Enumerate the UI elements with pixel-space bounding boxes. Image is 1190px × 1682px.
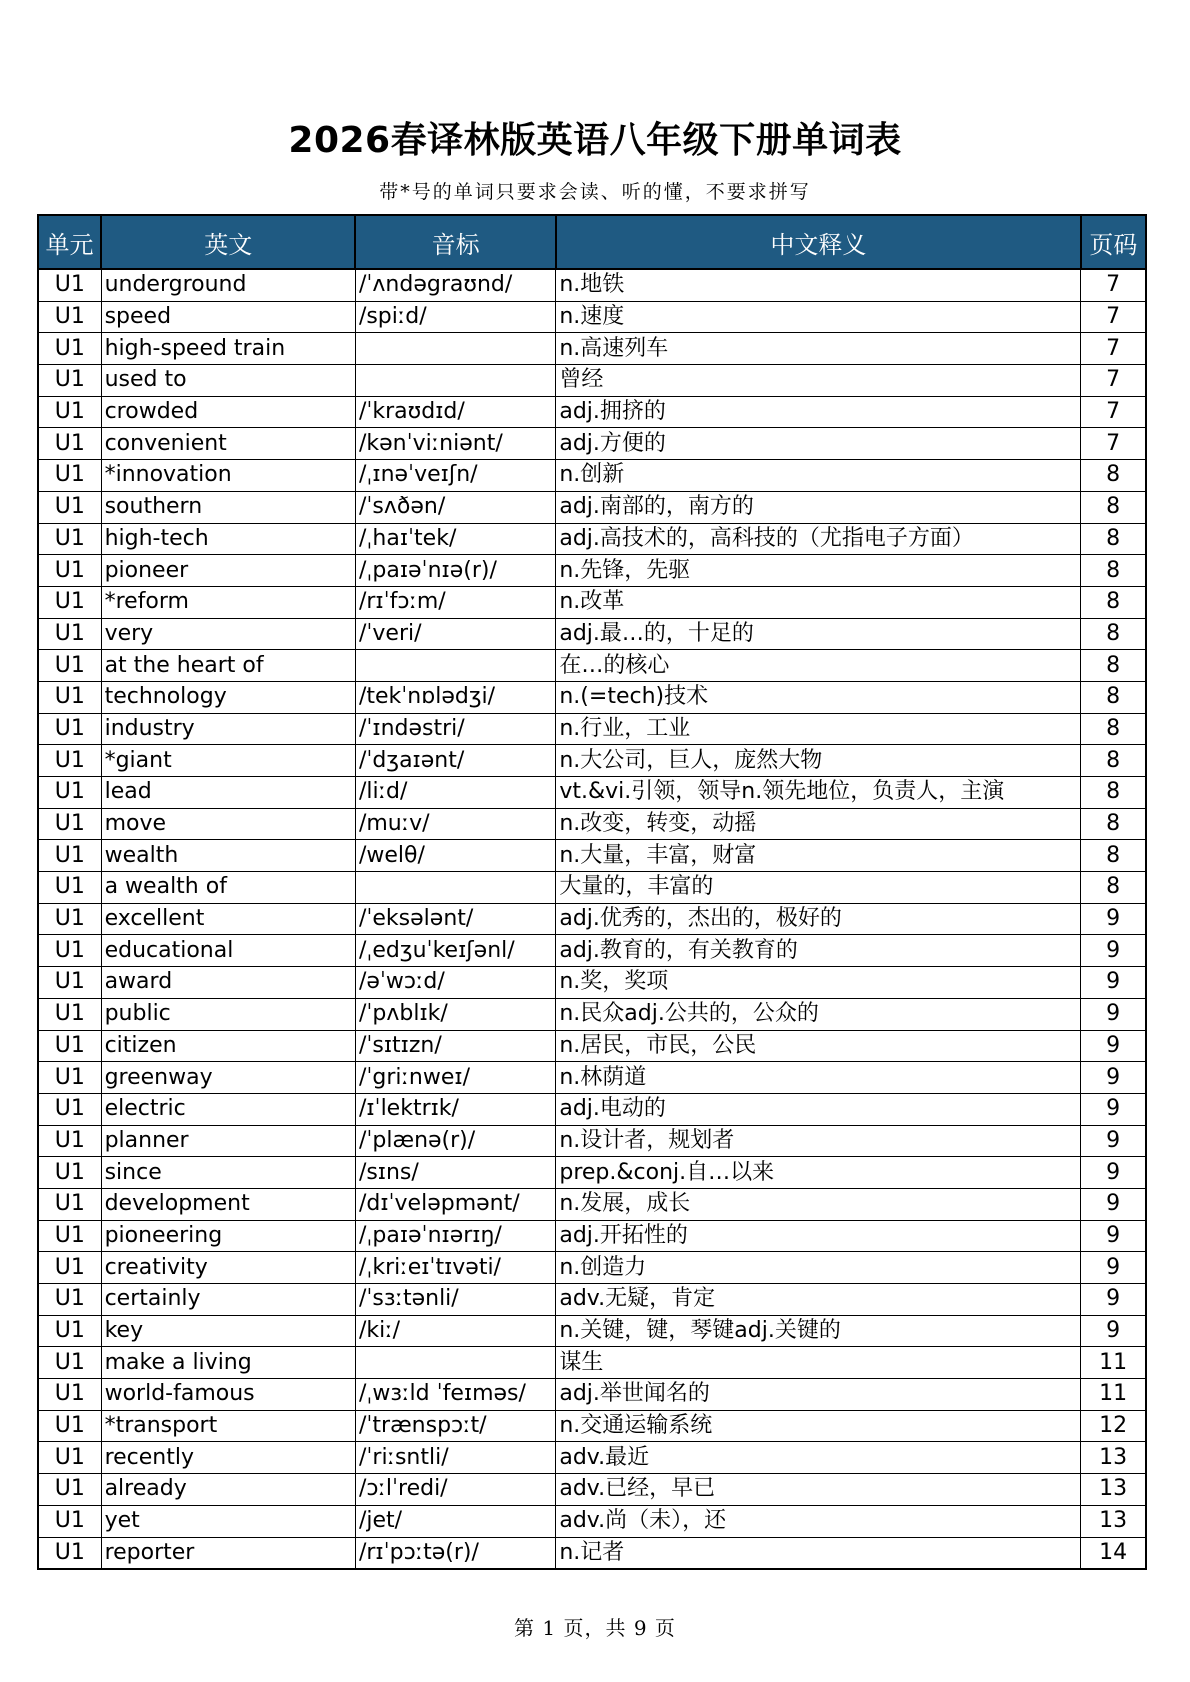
page-cell: 9 [1081, 967, 1146, 999]
unit-cell: U1 [38, 681, 101, 713]
unit-cell: U1 [38, 1062, 101, 1094]
english-cell: used to [101, 365, 355, 397]
unit-cell: U1 [38, 1220, 101, 1252]
table-row [38, 1315, 1146, 1347]
phonetic-cell: /ˈʌndəgraʊnd/ [355, 269, 555, 301]
english-cell: recently [101, 1442, 355, 1474]
chinese-cell: adj.拥挤的 [556, 396, 1081, 428]
table-row [38, 777, 1146, 809]
table-row [38, 555, 1146, 587]
table-row [38, 872, 1146, 904]
english-cell: *reform [101, 586, 355, 618]
table-row [38, 1347, 1146, 1379]
table-row [38, 967, 1146, 999]
phonetic-cell: /ɔːlˈredi/ [355, 1474, 555, 1506]
page-cell: 9 [1081, 1284, 1146, 1316]
phonetic-cell [355, 333, 555, 365]
unit-cell: U1 [38, 491, 101, 523]
phonetic-cell: /ˈdʒaɪənt/ [355, 745, 555, 777]
chinese-cell: n.交通运输系统 [556, 1410, 1081, 1442]
table-row [38, 1062, 1146, 1094]
unit-cell: U1 [38, 269, 101, 301]
chinese-cell: prep.&conj.自…以来 [556, 1157, 1081, 1189]
page-cell: 12 [1081, 1410, 1146, 1442]
unit-cell: U1 [38, 903, 101, 935]
chinese-cell: n.速度 [556, 301, 1081, 333]
page-cell: 8 [1081, 523, 1146, 555]
unit-cell: U1 [38, 1347, 101, 1379]
chinese-cell: adv.最近 [556, 1442, 1081, 1474]
english-cell: world-famous [101, 1379, 355, 1411]
table-row [38, 1252, 1146, 1284]
table-row [38, 491, 1146, 523]
page-cell: 7 [1081, 333, 1146, 365]
chinese-cell: vt.&vi.引领，领导n.领先地位，负责人，主演 [556, 777, 1081, 809]
phonetic-cell: /rɪˈpɔːtə(r)/ [355, 1537, 555, 1569]
page-cell: 8 [1081, 713, 1146, 745]
phonetic-cell: /ˌedʒuˈkeɪʃənl/ [355, 935, 555, 967]
page-cell: 8 [1081, 650, 1146, 682]
english-cell: educational [101, 935, 355, 967]
english-cell: a wealth of [101, 872, 355, 904]
table-row [38, 523, 1146, 555]
english-cell: underground [101, 269, 355, 301]
page-title: 2026春译林版英语八年级下册单词表 [288, 120, 902, 161]
unit-cell: U1 [38, 1379, 101, 1411]
unit-cell: U1 [38, 301, 101, 333]
phonetic-cell: /ˈsɪtɪzn/ [355, 1030, 555, 1062]
chinese-cell: n.发展，成长 [556, 1188, 1081, 1220]
phonetic-cell [355, 1347, 555, 1379]
chinese-cell: n.创造力 [556, 1252, 1081, 1284]
unit-cell: U1 [38, 1093, 101, 1125]
page-cell: 7 [1081, 301, 1146, 333]
phonetic-cell: /ˈpʌblɪk/ [355, 998, 555, 1030]
chinese-cell: adj.电动的 [556, 1093, 1081, 1125]
table-row [38, 681, 1146, 713]
table-row [38, 365, 1146, 397]
unit-cell: U1 [38, 1537, 101, 1569]
phonetic-cell: /ˈɪndəstri/ [355, 713, 555, 745]
table-row [38, 903, 1146, 935]
unit-cell: U1 [38, 333, 101, 365]
chinese-cell: adj.南部的，南方的 [556, 491, 1081, 523]
chinese-cell: 曾经 [556, 365, 1081, 397]
unit-cell: U1 [38, 396, 101, 428]
table-row [38, 1379, 1146, 1411]
page-cell: 7 [1081, 269, 1146, 301]
table-row [38, 1030, 1146, 1062]
chinese-cell: adj.最…的，十足的 [556, 618, 1081, 650]
english-cell: greenway [101, 1062, 355, 1094]
unit-cell: U1 [38, 745, 101, 777]
chinese-cell: n.关键，键，琴键adj.关键的 [556, 1315, 1081, 1347]
table-row [38, 269, 1146, 301]
page-cell: 9 [1081, 998, 1146, 1030]
page-cell: 9 [1081, 1315, 1146, 1347]
table-row [38, 650, 1146, 682]
table-row [38, 935, 1146, 967]
table-row [38, 998, 1146, 1030]
english-cell: electric [101, 1093, 355, 1125]
phonetic-cell: /spiːd/ [355, 301, 555, 333]
english-cell: crowded [101, 396, 355, 428]
page-cell: 8 [1081, 808, 1146, 840]
phonetic-cell: /ˌpaɪəˈnɪə(r)/ [355, 555, 555, 587]
unit-cell: U1 [38, 365, 101, 397]
page-cell: 8 [1081, 555, 1146, 587]
unit-cell: U1 [38, 650, 101, 682]
english-cell: pioneer [101, 555, 355, 587]
phonetic-cell: /muːv/ [355, 808, 555, 840]
english-cell: development [101, 1188, 355, 1220]
unit-cell: U1 [38, 777, 101, 809]
chinese-cell: n.大公司，巨人，庞然大物 [556, 745, 1081, 777]
phonetic-cell: /kiː/ [355, 1315, 555, 1347]
table-row [38, 745, 1146, 777]
english-cell: at the heart of [101, 650, 355, 682]
phonetic-cell: /ˌwɜːld ˈfeɪməs/ [355, 1379, 555, 1411]
chinese-cell: n.行业，工业 [556, 713, 1081, 745]
phonetic-cell: /ˈsʌðən/ [355, 491, 555, 523]
page-footer: 第 1 页，共 9 页 [514, 1616, 676, 1640]
page-cell: 9 [1081, 1030, 1146, 1062]
unit-cell: U1 [38, 1442, 101, 1474]
chinese-cell: 在…的核心 [556, 650, 1081, 682]
header-page: 页码 [1081, 215, 1146, 269]
chinese-cell: 大量的，丰富的 [556, 872, 1081, 904]
page-cell: 8 [1081, 777, 1146, 809]
phonetic-cell: /ˌhaɪˈtek/ [355, 523, 555, 555]
table-row [38, 333, 1146, 365]
page-cell: 11 [1081, 1347, 1146, 1379]
chinese-cell: n.改变，转变，动摇 [556, 808, 1081, 840]
page-cell: 13 [1081, 1505, 1146, 1537]
english-cell: wealth [101, 840, 355, 872]
unit-cell: U1 [38, 1315, 101, 1347]
unit-cell: U1 [38, 1474, 101, 1506]
unit-cell: U1 [38, 1157, 101, 1189]
unit-cell: U1 [38, 808, 101, 840]
phonetic-cell: /ˈsɜːtənli/ [355, 1284, 555, 1316]
unit-cell: U1 [38, 967, 101, 999]
english-cell: certainly [101, 1284, 355, 1316]
phonetic-cell: /tekˈnɒlədʒi/ [355, 681, 555, 713]
phonetic-cell: /ˌpaɪəˈnɪərɪŋ/ [355, 1220, 555, 1252]
english-cell: planner [101, 1125, 355, 1157]
english-cell: lead [101, 777, 355, 809]
english-cell: yet [101, 1505, 355, 1537]
page-cell: 8 [1081, 872, 1146, 904]
unit-cell: U1 [38, 1284, 101, 1316]
table-row [38, 428, 1146, 460]
phonetic-cell: /ˌɪnəˈveɪʃn/ [355, 460, 555, 492]
header-phonetic: 音标 [355, 215, 555, 269]
table-row [38, 301, 1146, 333]
chinese-cell: n.地铁 [556, 269, 1081, 301]
chinese-cell: n.奖，奖项 [556, 967, 1081, 999]
chinese-cell: adv.无疑，肯定 [556, 1284, 1081, 1316]
phonetic-cell [355, 650, 555, 682]
table-row [38, 1410, 1146, 1442]
english-cell: make a living [101, 1347, 355, 1379]
table-row [38, 840, 1146, 872]
chinese-cell: adj.优秀的，杰出的，极好的 [556, 903, 1081, 935]
english-cell: citizen [101, 1030, 355, 1062]
page-cell: 9 [1081, 1252, 1146, 1284]
page-cell: 14 [1081, 1537, 1146, 1569]
table-row [38, 1125, 1146, 1157]
page-cell: 9 [1081, 1093, 1146, 1125]
vocabulary-table [37, 214, 1147, 1570]
phonetic-cell: /ˈplænə(r)/ [355, 1125, 555, 1157]
phonetic-cell: /dɪˈveləpmənt/ [355, 1188, 555, 1220]
table-row [38, 808, 1146, 840]
phonetic-cell: /ˈriːsntli/ [355, 1442, 555, 1474]
chinese-cell: n.先锋，先驱 [556, 555, 1081, 587]
phonetic-cell: /jet/ [355, 1505, 555, 1537]
chinese-cell: n.创新 [556, 460, 1081, 492]
english-cell: speed [101, 301, 355, 333]
page-cell: 8 [1081, 618, 1146, 650]
english-cell: excellent [101, 903, 355, 935]
page-cell: 8 [1081, 460, 1146, 492]
table-row [38, 1188, 1146, 1220]
chinese-cell: adj.教育的，有关教育的 [556, 935, 1081, 967]
phonetic-cell: /ˈeksələnt/ [355, 903, 555, 935]
chinese-cell: adj.高技术的，高科技的（尤指电子方面） [556, 523, 1081, 555]
page-cell: 9 [1081, 1157, 1146, 1189]
table-row [38, 1093, 1146, 1125]
english-cell: technology [101, 681, 355, 713]
page-cell: 9 [1081, 1062, 1146, 1094]
chinese-cell: adv.已经，早已 [556, 1474, 1081, 1506]
page-cell: 8 [1081, 745, 1146, 777]
english-cell: move [101, 808, 355, 840]
english-cell: reporter [101, 1537, 355, 1569]
unit-cell: U1 [38, 935, 101, 967]
chinese-cell: adj.举世闻名的 [556, 1379, 1081, 1411]
chinese-cell: n.大量，丰富，财富 [556, 840, 1081, 872]
english-cell: convenient [101, 428, 355, 460]
table-header-row [38, 215, 1146, 269]
header-chinese: 中文释义 [556, 215, 1081, 269]
unit-cell: U1 [38, 1410, 101, 1442]
header-english: 英文 [101, 215, 355, 269]
english-cell: since [101, 1157, 355, 1189]
phonetic-cell [355, 365, 555, 397]
chinese-cell: adj.方便的 [556, 428, 1081, 460]
chinese-cell: n.林荫道 [556, 1062, 1081, 1094]
chinese-cell: adv.尚（未），还 [556, 1505, 1081, 1537]
page-cell: 9 [1081, 1125, 1146, 1157]
table-row [38, 1474, 1146, 1506]
phonetic-cell [355, 872, 555, 904]
table-row [38, 713, 1146, 745]
chinese-cell: n.民众adj.公共的，公众的 [556, 998, 1081, 1030]
unit-cell: U1 [38, 428, 101, 460]
unit-cell: U1 [38, 523, 101, 555]
table-row [38, 460, 1146, 492]
phonetic-cell: /ɪˈlektrɪk/ [355, 1093, 555, 1125]
phonetic-cell: /rɪˈfɔːm/ [355, 586, 555, 618]
table-row [38, 1157, 1146, 1189]
phonetic-cell: /ˈkraʊdɪd/ [355, 396, 555, 428]
english-cell: key [101, 1315, 355, 1347]
english-cell: very [101, 618, 355, 650]
page-cell: 7 [1081, 365, 1146, 397]
phonetic-cell: /ˈgriːnweɪ/ [355, 1062, 555, 1094]
table-body [38, 269, 1146, 1569]
page-cell: 9 [1081, 903, 1146, 935]
table-row [38, 618, 1146, 650]
unit-cell: U1 [38, 1252, 101, 1284]
english-cell: award [101, 967, 355, 999]
phonetic-cell: /kənˈviːniənt/ [355, 428, 555, 460]
unit-cell: U1 [38, 1030, 101, 1062]
phonetic-cell: /ˌkriːeɪˈtɪvəti/ [355, 1252, 555, 1284]
page-cell: 11 [1081, 1379, 1146, 1411]
unit-cell: U1 [38, 1505, 101, 1537]
english-cell: creativity [101, 1252, 355, 1284]
english-cell: industry [101, 713, 355, 745]
page-subtitle: 带*号的单词只要求会读、听的懂，不要求拼写 [379, 181, 811, 203]
english-cell: *giant [101, 745, 355, 777]
english-cell: *transport [101, 1410, 355, 1442]
phonetic-cell: /əˈwɔːd/ [355, 967, 555, 999]
english-cell: high-speed train [101, 333, 355, 365]
english-cell: pioneering [101, 1220, 355, 1252]
page-cell: 8 [1081, 681, 1146, 713]
unit-cell: U1 [38, 840, 101, 872]
chinese-cell: n.改革 [556, 586, 1081, 618]
unit-cell: U1 [38, 460, 101, 492]
unit-cell: U1 [38, 1125, 101, 1157]
page-cell: 7 [1081, 396, 1146, 428]
phonetic-cell: /welθ/ [355, 840, 555, 872]
page-cell: 13 [1081, 1442, 1146, 1474]
phonetic-cell: /sɪns/ [355, 1157, 555, 1189]
unit-cell: U1 [38, 586, 101, 618]
chinese-cell: n.(=tech)技术 [556, 681, 1081, 713]
table-row [38, 1442, 1146, 1474]
page-cell: 9 [1081, 1188, 1146, 1220]
english-cell: already [101, 1474, 355, 1506]
page-cell: 9 [1081, 1220, 1146, 1252]
unit-cell: U1 [38, 713, 101, 745]
unit-cell: U1 [38, 618, 101, 650]
english-cell: *innovation [101, 460, 355, 492]
phonetic-cell: /liːd/ [355, 777, 555, 809]
table-row [38, 1505, 1146, 1537]
page-cell: 8 [1081, 840, 1146, 872]
table-row [38, 586, 1146, 618]
page-cell: 13 [1081, 1474, 1146, 1506]
header-unit: 单元 [38, 215, 101, 269]
unit-cell: U1 [38, 1188, 101, 1220]
unit-cell: U1 [38, 555, 101, 587]
english-cell: southern [101, 491, 355, 523]
phonetic-cell: /ˈtrænspɔːt/ [355, 1410, 555, 1442]
english-cell: public [101, 998, 355, 1030]
table-row [38, 1220, 1146, 1252]
page-cell: 8 [1081, 491, 1146, 523]
chinese-cell: n.高速列车 [556, 333, 1081, 365]
chinese-cell: n.设计者，规划者 [556, 1125, 1081, 1157]
page-cell: 9 [1081, 935, 1146, 967]
table-row [38, 1537, 1146, 1569]
english-cell: high-tech [101, 523, 355, 555]
table-row [38, 396, 1146, 428]
chinese-cell: n.居民，市民，公民 [556, 1030, 1081, 1062]
page-cell: 7 [1081, 428, 1146, 460]
table-row [38, 1284, 1146, 1316]
page-cell: 8 [1081, 586, 1146, 618]
unit-cell: U1 [38, 998, 101, 1030]
chinese-cell: 谋生 [556, 1347, 1081, 1379]
unit-cell: U1 [38, 872, 101, 904]
phonetic-cell: /ˈveri/ [355, 618, 555, 650]
chinese-cell: adj.开拓性的 [556, 1220, 1081, 1252]
chinese-cell: n.记者 [556, 1537, 1081, 1569]
